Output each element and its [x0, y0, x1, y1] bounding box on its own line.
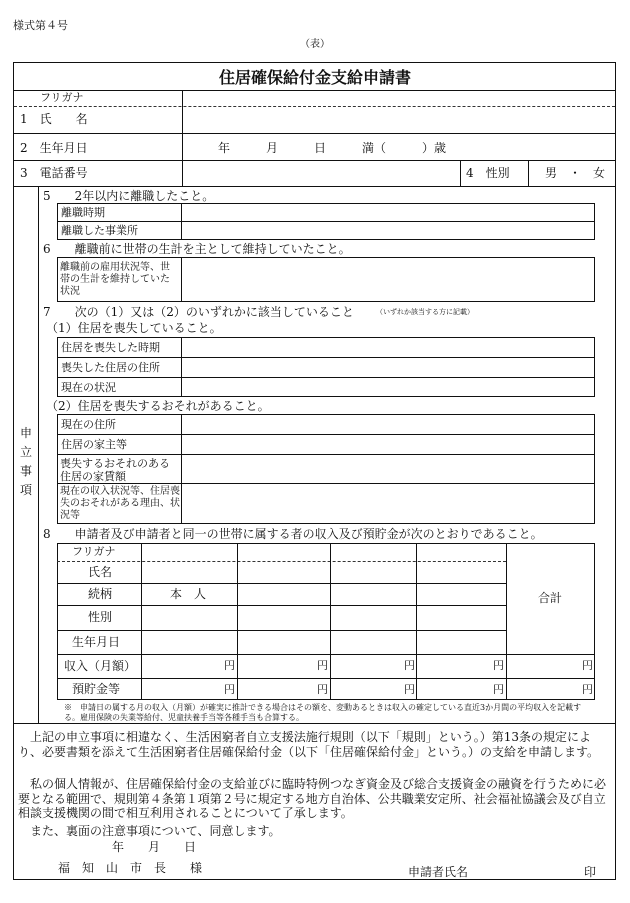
yen-income-3: 円 [404, 659, 415, 672]
name-input[interactable] [183, 107, 614, 132]
side-label: （表） [300, 39, 330, 50]
self-relation: 本 人 [170, 587, 207, 601]
section-7-1-item-3: 現在の状況 [61, 381, 116, 394]
yen-savings-1: 円 [224, 683, 235, 696]
member-3-cells[interactable] [331, 544, 415, 654]
household-row-savings: 預貯金等 [72, 682, 121, 696]
section-7-2-item-4: 現在の収入状況等、住居喪失のおそれがある理由、状況等 [60, 486, 180, 521]
section-5-item-1: 離職時期 [61, 206, 105, 219]
section-7-sub-2: （2）住居を喪失するおそれがあること。 [46, 399, 270, 413]
member-2-cells[interactable] [238, 544, 329, 654]
seal-mark: 印 [584, 865, 597, 879]
yen-savings-4: 円 [493, 683, 504, 696]
furigana-label: フリガナ [40, 91, 84, 104]
section-7-note: （いずれか該当する方に記載） [376, 308, 474, 316]
section-7-2-item-2: 住居の家主等 [61, 438, 127, 451]
total-label: 合計 [538, 591, 563, 605]
household-row-income: 収入（月額） [64, 659, 137, 673]
yen-income-total: 円 [582, 659, 593, 672]
rent-amount-input[interactable] [182, 455, 594, 482]
section-7-2-item-3: 喪失するおそれのある住居の家賃額 [60, 457, 170, 483]
section-7-2-item-1: 現在の住所 [61, 418, 116, 431]
section-8-heading: 8 申請者及び申請者と同一の世帯に属する者の収入及び預貯金が次のとおりであること。 [43, 527, 543, 541]
yen-income-1: 円 [224, 659, 235, 672]
household-row-name: 氏名 [88, 565, 113, 579]
housing-lost-date-input[interactable] [182, 338, 594, 356]
former-employer-input[interactable] [182, 222, 594, 239]
yen-savings-3: 円 [404, 683, 415, 696]
household-row-dob: 生年月日 [72, 635, 121, 649]
household-row-relation: 続柄 [88, 587, 113, 601]
section-7-sub-1: （1）住居を喪失していること。 [46, 321, 222, 335]
phone-input[interactable] [183, 161, 459, 185]
dob-input[interactable]: 年 月 日 満（ ）歳 [218, 141, 447, 155]
gender-options[interactable]: 男 ・ 女 [545, 166, 606, 180]
section-7-heading: 7 次の（1）又は（2）のいずれかに該当していること [43, 305, 354, 319]
household-row-furigana: フリガナ [72, 545, 116, 558]
section-5-heading: 5 2年以内に離職したこと。 [43, 189, 215, 203]
addressee: 福 知 山 市 長 様 [58, 861, 203, 875]
section-6-heading: 6 離職前に世帯の生計を主として維持していたこと。 [43, 242, 351, 256]
yen-savings-total: 円 [582, 683, 593, 696]
form-title: 住居確保給付金支給申請書 [218, 68, 411, 87]
section-5-item-2: 離職した事業所 [61, 224, 138, 237]
applicant-name-label: 申請者氏名 [408, 865, 469, 879]
landlord-input[interactable] [182, 435, 594, 453]
yen-savings-2: 円 [317, 683, 328, 696]
application-date[interactable]: 年 月 日 [112, 840, 197, 854]
employment-status-input[interactable] [182, 258, 594, 301]
resignation-date-input[interactable] [182, 204, 594, 220]
name-label: 1 氏 名 [20, 112, 88, 126]
section-6-item: 離職前の雇用状況等、世帯の生計を維持していた状況 [60, 262, 170, 297]
household-row-gender: 性別 [88, 610, 113, 624]
phone-label: 3 電話番号 [20, 166, 88, 180]
side-column-label: 申立事項 [19, 426, 32, 497]
current-address-input[interactable] [182, 415, 594, 433]
income-footnote: ※ 申請日の属する月の収入（月額）が確実に推計できる場合はその額を、変動あるときは収入の確定している直近3か月間の平均収入を記載する。雇用保険の失業等給付、児童扶養手当等各種手当も合算する。 [64, 703, 582, 722]
declaration-paragraph-2: 私の個人情報が、住居確保給付金の支給並びに臨時特例つなぎ資金及び総合支援資金の融資を行うために必要となる範囲で、規則第４条第１項第２号に規定する地方自治体、公共職業安定所、社会福祉協議会及び自立相談支援機関の間で相互利用されることについて了承します。 [18, 777, 607, 820]
declaration-paragraph-3: また、裏面の注意事項について、同意します。 [18, 824, 281, 838]
section-7-1-item-2: 喪失した住居の住所 [61, 361, 160, 374]
gender-label: 4 性別 [466, 166, 510, 180]
applicant-name-input[interactable] [470, 860, 580, 878]
declaration-paragraph-1: 上記の申立事項に相違なく、生活困窮者自立支援法施行規則（以下「規則」という。）第13条の規定により、必要書類を添えて生活困窮者住居確保給付金（以下「住居確保給付金」という。）の支給を申請します。 [18, 730, 600, 759]
section-7-1-item-1: 住居を喪失した時期 [61, 341, 160, 354]
yen-income-4: 円 [493, 659, 504, 672]
furigana-input[interactable] [183, 91, 614, 106]
form-number: 様式第４号 [13, 19, 68, 32]
member-4-cells[interactable] [417, 544, 505, 654]
member-1-cells[interactable] [142, 544, 236, 654]
dob-label: 2 生年月日 [20, 141, 88, 155]
risk-reason-input[interactable] [182, 484, 594, 523]
lost-housing-address-input[interactable] [182, 358, 594, 376]
current-status-input[interactable] [182, 378, 594, 396]
yen-income-2: 円 [317, 659, 328, 672]
